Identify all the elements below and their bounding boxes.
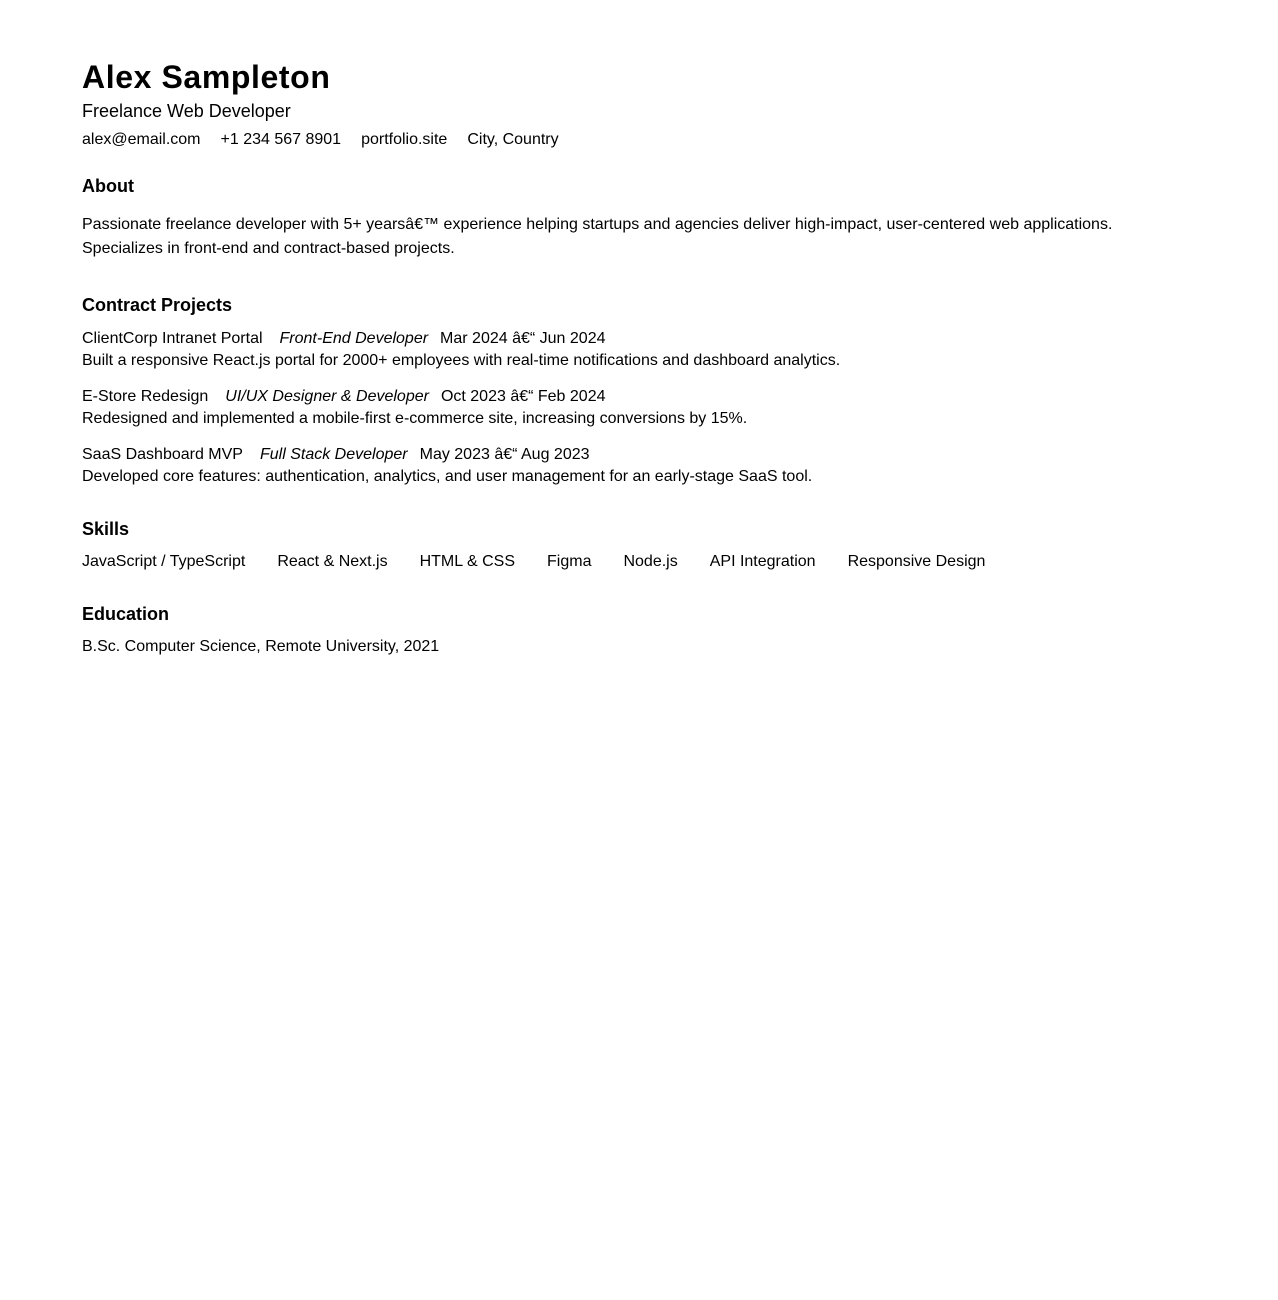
project-dates: Oct 2023 â€“ Feb 2024: [440, 388, 606, 405]
education-section: [82, 603, 1196, 658]
project-description: Developed core features: authentication, analytics, and user management for an early-stage SaaS tool.: [82, 468, 813, 485]
contact-email: alex@email.com: [82, 131, 201, 148]
skill-item: HTML & CSS: [419, 553, 516, 570]
candidate-name: Alex Sampleton: [82, 59, 331, 95]
skills-list: [82, 551, 1196, 573]
project-role: Front-End Developer: [279, 330, 429, 347]
education-heading: Education: [82, 604, 170, 624]
contact-location: City, Country: [467, 131, 559, 148]
candidate-title: Freelance Web Developer: [82, 101, 291, 121]
project-role: Full Stack Developer: [259, 446, 408, 463]
project-description: Redesigned and implemented a mobile-first e-commerce site, increasing conversions by 15%.: [82, 410, 748, 427]
skill-item: API Integration: [709, 553, 816, 570]
project-name: SaaS Dashboard MVP: [82, 446, 243, 463]
skill-item: JavaScript / TypeScript: [82, 553, 246, 570]
education-text: B.Sc. Computer Science, Remote University, 2021: [82, 638, 440, 655]
skill-item: Node.js: [623, 553, 678, 570]
skill-item: Figma: [547, 553, 592, 570]
skills-section: [82, 518, 1196, 573]
contact-website: portfolio.site: [361, 131, 448, 148]
about-section: [82, 175, 1196, 261]
project-dates: Mar 2024 â€“ Jun 2024: [440, 330, 606, 347]
contact-info: [82, 130, 1196, 150]
project-name: ClientCorp Intranet Portal: [82, 330, 263, 347]
project-item: [82, 444, 1196, 488]
project-header: [82, 328, 1196, 350]
project-role: UI/UX Designer & Developer: [225, 388, 429, 405]
resume-header: [82, 58, 1196, 150]
project-description: Built a responsive React.js portal for 2000+ employees with real-time notifications and dashboard analytics.: [82, 352, 841, 369]
contact-phone: +1 234 567 8901: [220, 131, 342, 148]
skill-item: React & Next.js: [277, 553, 388, 570]
project-name: E-Store Redesign: [82, 388, 209, 405]
project-header: [82, 386, 1196, 408]
project-dates: May 2023 â€“ Aug 2023: [419, 446, 590, 463]
projects-section: [82, 294, 1196, 488]
about-heading: About: [82, 176, 134, 196]
project-item: [82, 328, 1196, 372]
about-text: Passionate freelance developer with 5+ yearsâ€™ experience helping startups and agencies deliver high-impact, user-centered web applications. Specializes in front-end and contract-based projects.: [82, 216, 1113, 257]
project-item: [82, 386, 1196, 430]
skills-heading: Skills: [82, 519, 130, 539]
skill-item: Responsive Design: [847, 553, 986, 570]
project-header: [82, 444, 1196, 466]
projects-heading: Contract Projects: [82, 295, 233, 315]
